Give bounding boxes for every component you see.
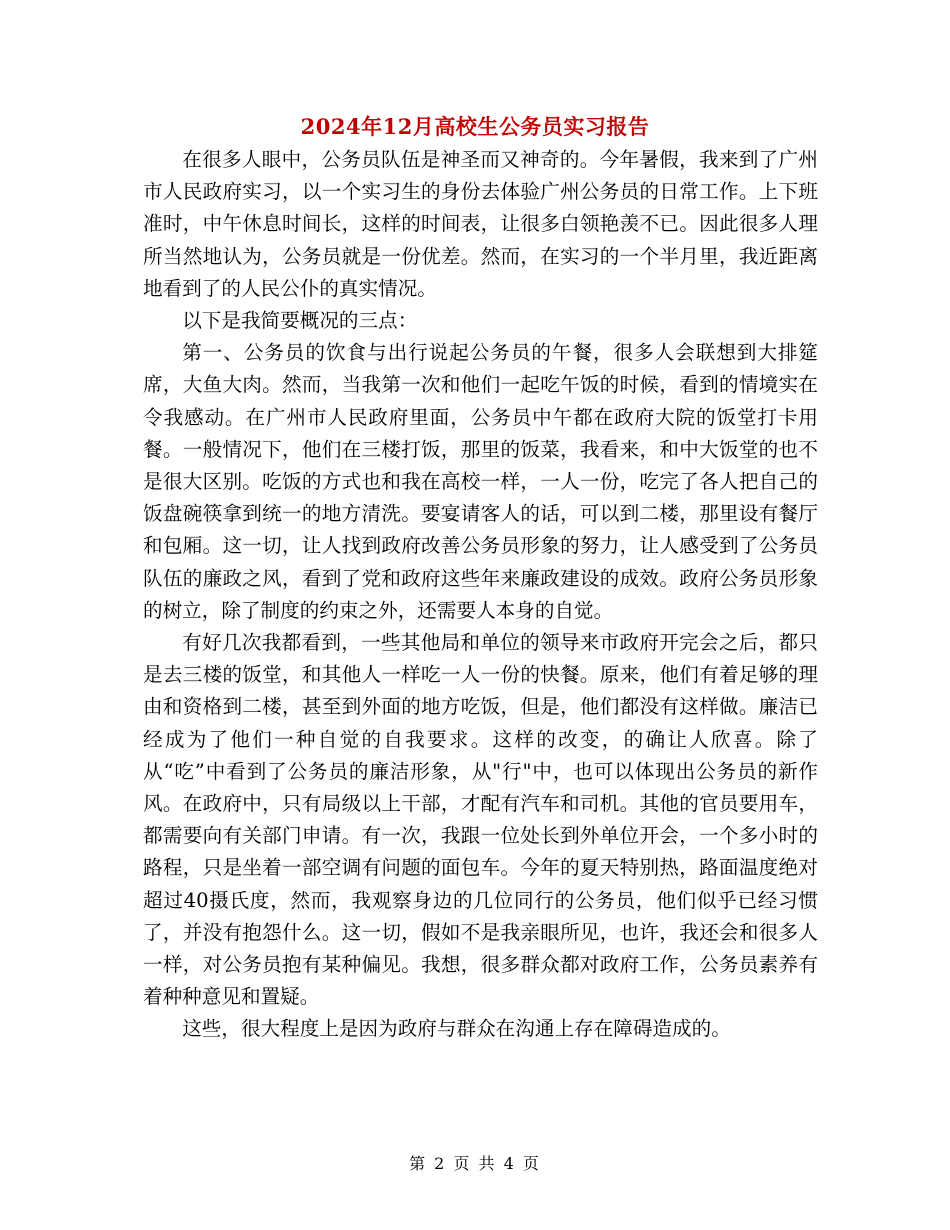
paragraph-5: 这些，很大程度上是因为政府与群众在沟通上存在障碍造成的。: [182, 1017, 731, 1041]
paragraph-1: 在很多人眼中，公务员队伍是神圣而又神奇的。今年暑假，我来到了广州市人民政府实习，以一个实习生的身份去体验广州公务员的日常工作。上下班准时，中午休息时间长，这样的时间表，让很多白领艳羡不已。因此很多人理所当然地认为，公务员就是一份优差。然而，在实习的一个半月里，我近距离地看到了的人民公仆的真实情况。: [143, 148, 818, 300]
paragraph-3: 第一、公务员的饮食与出行说起公务员的午餐，很多人会联想到大排筵席，大鱼大肉。然而，当我第一次和他们一起吃午饭的时候，看到的情境实在令我感动。在广州市人民政府里面，公务员中午都在政府大院的饭堂打卡用餐。一般情况下，他们在三楼打饭，那里的饭菜，我看来，和中大饭堂的也不是很大区别。吃饭的方式也和我在高校一样，一人一份，吃完了各人把自己的饭盘碗筷拿到统一的地方清洗。要宴请客人的话，可以到二楼，那里设有餐厅和包厢。这一切，让人找到政府改善公务员形象的努力，让人感受到了公务员队伍的廉政之风，看到了党和政府这些年来廉政建设的成效。政府公务员形象的树立，除了制度的约束之外，还需要人本身的自觉。: [143, 341, 818, 622]
document-body: [143, 144, 818, 1046]
paragraph-2: 以下是我简要概况的三点：: [182, 309, 418, 333]
paragraph-4: 有好几次我都看到，一些其他局和单位的领导来市政府开完会之后，都只是去三楼的饭堂，和其他人一样吃一人一份的快餐。原来，他们有着足够的理由和资格到二楼，甚至到外面的地方吃饭，但是，他们都没有这样做。廉洁已经成为了他们一种自觉的自我要求。这样的改变，的确让人欣喜。除了从“吃”中看到了公务员的廉洁形象，从"行"中，也可以体现出公务员的新作风。在政府中，只有局级以上干部，才配有汽车和司机。其他的官员要用车，都需要向有关部门申请。有一次，我跟一位处长到外单位开会，一个多小时的路程，只是坐着一部空调有问题的面包车。今年的夏天特别热，路面温度绝对超过40摄氏度，然而，我观察身边的几位同行的公务员，他们似乎已经习惯了，并没有抱怨什么。这一切，假如不是我亲眼所见，也许，我还会和很多人一样，对公务员抱有某种偏见。我想，很多群众都对政府工作，公务员素养有着种种意见和置疑。: [143, 631, 818, 1009]
document-title: 2024年12月高校生公务员实习报告: [300, 114, 650, 139]
page-number-footer: 第 2 页 共 4 页: [409, 1154, 541, 1173]
